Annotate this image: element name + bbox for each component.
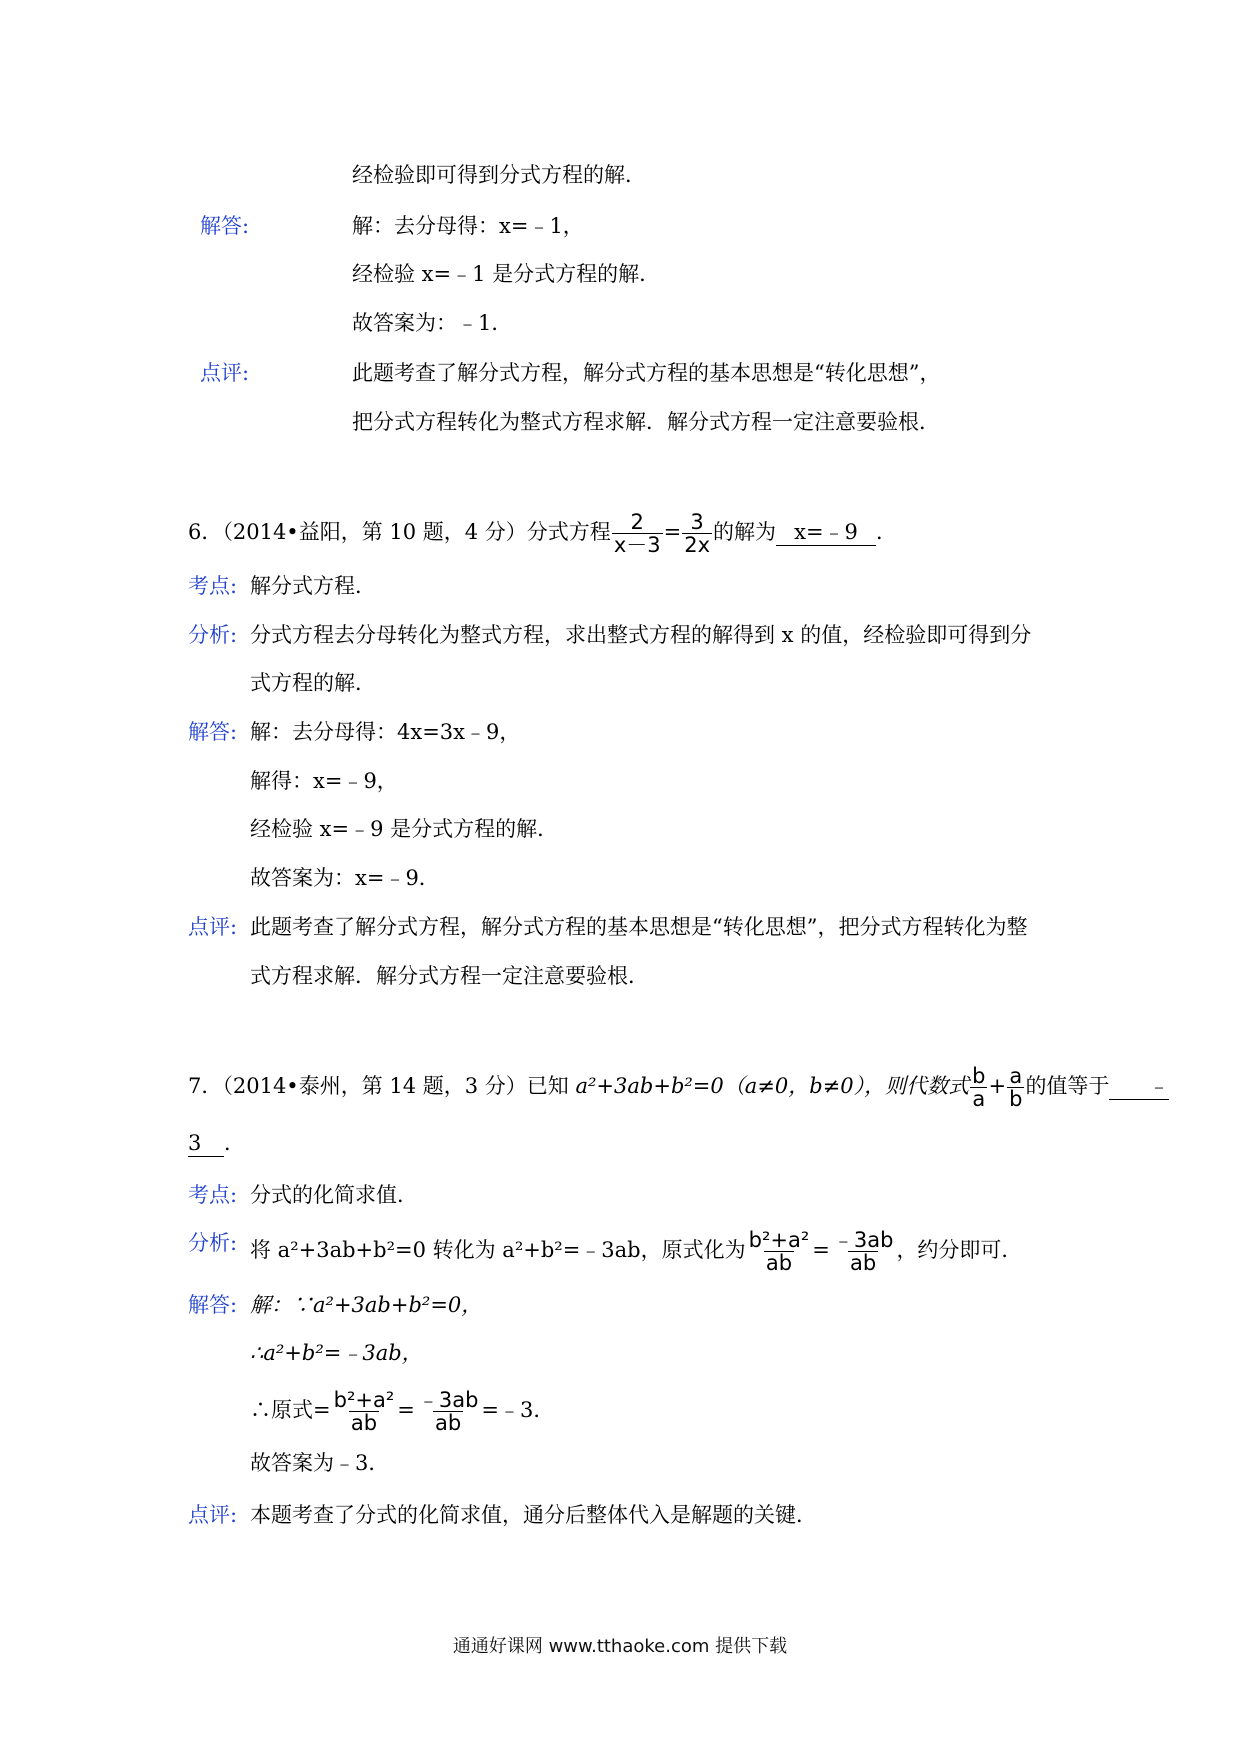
- q6-end: ．: [876, 520, 898, 544]
- q7-stem-line-2: [188, 1128, 245, 1158]
- q7-jieda-3a: ∴原式=: [250, 1398, 331, 1422]
- q6-equals: =: [663, 520, 682, 544]
- q7-end: ．: [224, 1131, 245, 1155]
- q7-dianping-label: 点评:: [188, 1503, 238, 1527]
- q6-kaodian-label: 考点:: [188, 574, 238, 598]
- q7-fenxi-fraction-2: $\frac{﹣3ab}{ab}$: [832, 1228, 894, 1275]
- q7-prefix: 7．（2014•泰州，第 14 题，3 分）已知: [188, 1074, 576, 1098]
- q7-plus: +: [988, 1074, 1007, 1098]
- q6-fraction-1: $\frac{2}{x-3}$: [613, 510, 661, 557]
- q7-jieda-line-3: [250, 1382, 554, 1438]
- q7-jieda-fraction-2: $\frac{﹣3ab}{ab}$: [417, 1388, 479, 1435]
- q6-answer-blank: x=﹣9: [776, 519, 876, 546]
- q7-jieda-line-2: ∴a²+b²=﹣3ab，: [250, 1341, 423, 1365]
- q6-jieda-line-3: 经检验 x=﹣9 是分式方程的解．: [250, 817, 559, 841]
- q7-fraction-1: $\frac{b}{a}$: [972, 1064, 986, 1111]
- q7-jieda-line-1: 解：∵a²+3ab+b²=0，: [250, 1293, 483, 1317]
- q7-jieda-line-4: 故答案为﹣3．: [250, 1451, 390, 1475]
- q6-dianping-line-1: 此题考查了解分式方程，解分式方程的基本思想是“转化思想”，把分式方程转化为整: [250, 915, 1028, 939]
- q7-jieda-label: 解答:: [188, 1293, 238, 1317]
- q7-condition: a²+3ab+b²=0（a≠0，b≠0），则代数式: [575, 1074, 970, 1098]
- q7-mid: 的值等于: [1025, 1074, 1110, 1098]
- q7-jieda-equals: =: [397, 1398, 415, 1422]
- q6-fraction-2: $\frac{3}{2x}$: [684, 510, 711, 557]
- q6-dianping-line-2: 式方程求解．解分式方程一定注意要验根．: [250, 964, 649, 988]
- q7-fenxi-a: 将 a²+3ab+b²=0 转化为 a²+b²=﹣3ab，原式化为: [250, 1238, 746, 1262]
- prev-answer-line-2: 经检验 x=﹣1 是分式方程的解．: [352, 262, 661, 286]
- q7-fenxi: [250, 1222, 1022, 1278]
- prev-comment-label: 点评:: [200, 361, 250, 385]
- q7-jieda-fraction-1: $\frac{\text{b²+a²}}{ab}$: [333, 1388, 395, 1435]
- prev-comment-line-1: 此题考查了解分式方程，解分式方程的基本思想是“转化思想”，: [352, 361, 941, 385]
- q7-jieda-3b: =﹣3．: [481, 1398, 555, 1422]
- q6-jieda-line-4: 故答案为：x=﹣9．: [250, 866, 440, 890]
- q6-fenxi-line-2: 式方程的解．: [250, 671, 376, 695]
- q7-fenxi-label: 分析:: [188, 1231, 238, 1255]
- q6-jieda-line-2: 解得：x=﹣9，: [250, 769, 398, 793]
- q7-stem: [188, 1060, 1169, 1112]
- q7-kaodian-label: 考点:: [188, 1183, 238, 1207]
- q6-fenxi-line-1: 分式方程去分母转化为整式方程，求出整式方程的解得到 x 的值，经检验即可得到分: [250, 623, 1032, 647]
- q6-prefix: 6．（2014•益阳，第 10 题，4 分）分式方程: [188, 520, 611, 544]
- q6-stem: [188, 508, 897, 556]
- q6-jieda-line-1: 解：去分母得：4x=3x﹣9，: [250, 720, 521, 744]
- q6-mid: 的解为: [713, 520, 777, 544]
- q7-dianping: 本题考查了分式的化简求值，通分后整体代入是解题的关键．: [250, 1503, 817, 1527]
- q6-kaodian: 解分式方程．: [250, 574, 376, 598]
- prev-answer-label: 解答:: [200, 214, 250, 238]
- q6-fenxi-label: 分析:: [188, 623, 238, 647]
- q7-answer-blank-2: 3: [188, 1130, 224, 1157]
- prev-answer-line-1: 解：去分母得：x=﹣1，: [352, 214, 584, 238]
- q7-fenxi-fraction-1: $\frac{\text{b²+a²}}{ab}$: [748, 1228, 810, 1275]
- q7-fenxi-equals: =: [812, 1238, 830, 1262]
- prev-analysis-tail: 经检验即可得到分式方程的解．: [352, 163, 646, 187]
- q7-kaodian: 分式的化简求值．: [250, 1183, 418, 1207]
- q6-jieda-label: 解答:: [188, 720, 238, 744]
- page-footer: 通通好课网 www.tthaoke.com 提供下载: [452, 1636, 788, 1657]
- prev-answer-line-3: 故答案为：﹣1．: [352, 311, 513, 335]
- prev-comment-line-2: 把分式方程转化为整式方程求解．解分式方程一定注意要验根．: [352, 410, 940, 434]
- q7-answer-blank-1: ﹣: [1109, 1073, 1169, 1100]
- q7-fenxi-b: ，约分即可．: [896, 1238, 1023, 1262]
- q6-dianping-label: 点评:: [188, 915, 238, 939]
- q7-fraction-2: $\frac{a}{b}$: [1009, 1064, 1023, 1111]
